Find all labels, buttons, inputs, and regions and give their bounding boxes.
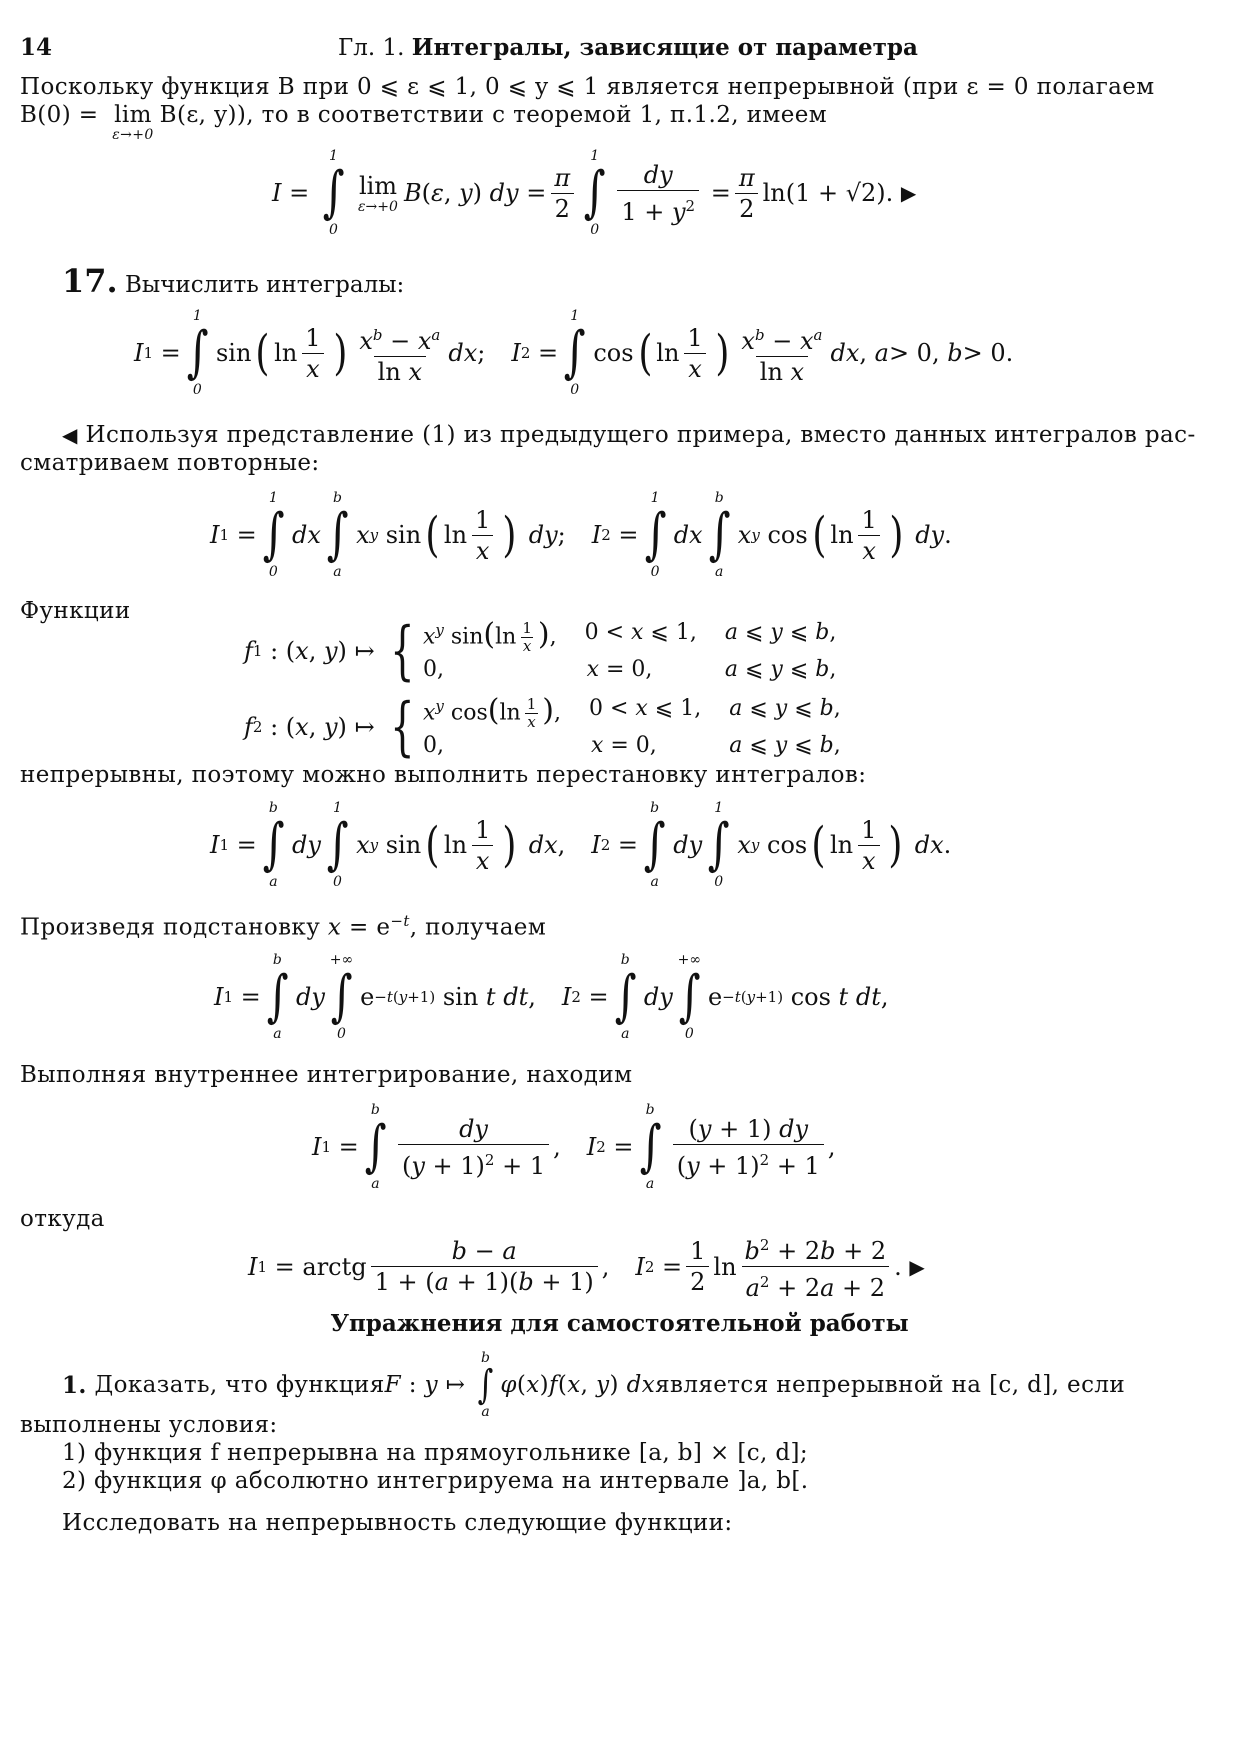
exercises-heading: Упражнения для самостоятельной работы bbox=[330, 1310, 909, 1337]
intro-line-2: B(0) = lim ε→+0 B(ε, y)), то в соответствии с теоремой 1, п.1.2, имеем bbox=[20, 102, 828, 143]
whence-text: откуда bbox=[20, 1206, 105, 1232]
equation-result: I 1 = arctg $\frac{b - a}{1 + (a + 1)(b + 1)}$ , I 2 = $\frac{1}{2}$ ln $\frac{b^2 + 2b + 2}{a^2 + 2a + 2}$ . ▶ bbox=[248, 1236, 925, 1302]
equation-I: I = 1 ∫ 0 lim ε→+0 B ( ε , y ) dy = $\frac{\pi}{2}$ 1 ∫ 0 $\frac{dy}{1 + y^2}$ = $\frac{\pi}{2}$ ln(1 + √2). ▶ bbox=[272, 148, 917, 238]
condition-1: 1) функция f непрерывна на прямоугольнике [a, b] × [c, d]; bbox=[62, 1440, 809, 1466]
intro-line-1: Поскольку функция B при 0 ⩽ ε ⩽ 1, 0 ⩽ y ⩽ 1 является непрерывной (при ε = 0 полагаем bbox=[20, 74, 1155, 100]
running-header bbox=[338, 34, 918, 61]
chapter-label: Гл. 1. bbox=[338, 35, 405, 61]
exercise-1-line-2: выполнены условия: bbox=[20, 1412, 278, 1438]
solution-line-2: сматриваем повторные: bbox=[20, 450, 320, 476]
solution-line-1: ◀ Используя представление (1) из предыдущего примера, вместо данных интегралов рас- bbox=[62, 422, 1196, 448]
investigate-text: Исследовать на непрерывность следующие функции: bbox=[62, 1510, 733, 1536]
equation-f1: f 1 : ( x , y ) ↦ { $x^y$ sin(ln $\frac{1}{x}$ ), 0 < x ⩽ 1, a ⩽ y ⩽ b, 0, x = 0, a ⩽ y ⩽ b, bbox=[244, 614, 837, 688]
inner-integration-text: Выполняя внутреннее интегрирование, находим bbox=[20, 1062, 633, 1088]
equation-substituted: I 1 = b ∫ a dy +∞ ∫ 0 e −t(y+1) sin t dt , I 2 = b ∫ a dy +∞ ∫ 0 e −t(y+1) cos t dt , bbox=[214, 952, 889, 1042]
chapter-title: Интегралы, зависящие от параметра bbox=[411, 34, 918, 61]
equation-inner: I 1 = b ∫ a $\frac{dy}{(y + 1)^2 + 1}$ , I 2 = b ∫ a $\frac{(y + 1) dy}{(y + 1)^2 + 1}$ , bbox=[312, 1102, 836, 1192]
page-number: 14 bbox=[20, 34, 53, 61]
condition-2: 2) функция φ абсолютно интегрируема на интервале ]a, b[. bbox=[62, 1468, 809, 1494]
equation-problem-17: I 1 = 1 ∫ 0 sin ( ln $\frac{1}{x}$ ) $\frac{x^b - x^a}{\text{ln x}}$ dx ; I 2 = 1 ∫ 0 cos ( ln $\frac{1}{x}$ ) $\frac{x^b - x^a}{\text{ln x}}$ dx , a > 0, b > 0. bbox=[134, 308, 1014, 398]
equation-repeated: I 1 = 1 ∫ 0 dx b ∫ a x y sin ( ln $\frac{1}{x}$ ) dy ; I 2 = 1 ∫ 0 dx b ∫ a x y cos ( ln $\frac{1}{x}$ ) dy . bbox=[210, 490, 952, 580]
continuous-text: непрерывны, поэтому можно выполнить перестановку интегралов: bbox=[20, 762, 867, 788]
equation-swapped: I 1 = b ∫ a dy 1 ∫ 0 x y sin ( ln $\frac{1}{x}$ ) dx , I 2 = b ∫ a dy 1 ∫ 0 x y cos ( ln $\frac{1}{x}$ ) dx . bbox=[210, 800, 952, 890]
problem-17-heading: 17. Вычислить интегралы: bbox=[62, 262, 405, 300]
functions-label: Функции bbox=[20, 598, 131, 624]
substitution-text: Произведя подстановку $x = e^{-t}$, получаем bbox=[20, 912, 547, 941]
equation-f2: f 2 : ( x , y ) ↦ { $x^y$ cos(ln $\frac{1}{x}$ ), 0 < x ⩽ 1, a ⩽ y ⩽ b, 0, x = 0, a ⩽ y ⩽ b, bbox=[244, 690, 841, 764]
exercise-1: 1. Доказать, что функция F : y ↦ b ∫ a φ ( x ) f ( x , y ) dx является непрерывной на [c, d], если bbox=[62, 1350, 1126, 1420]
